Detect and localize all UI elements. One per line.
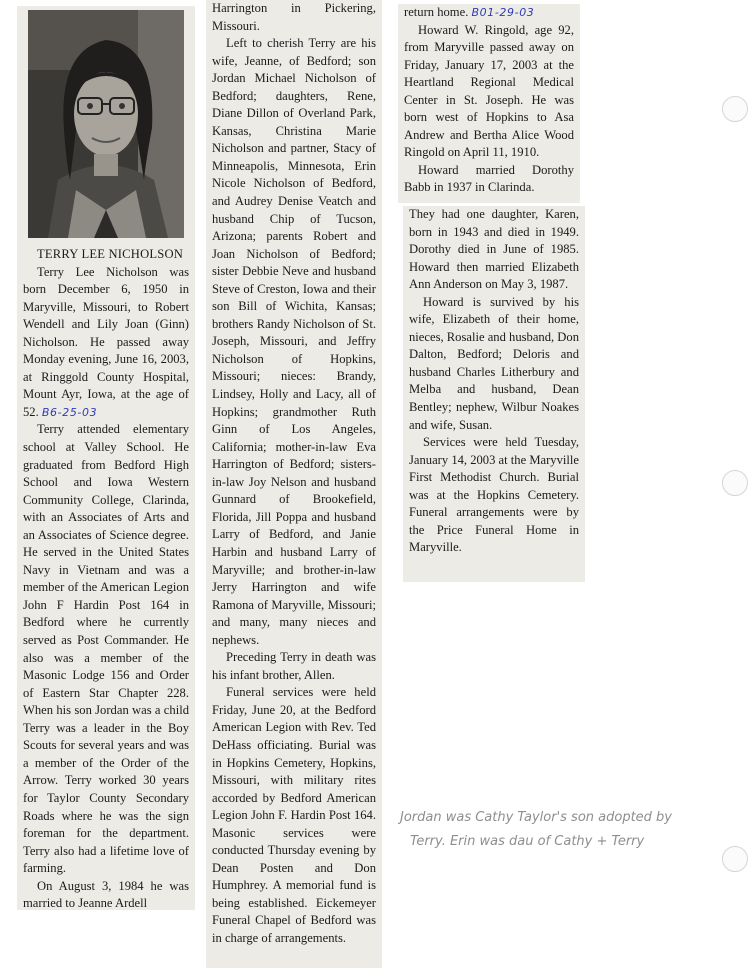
obituary-clipping-howard [398, 4, 580, 203]
portrait-photo [28, 10, 184, 238]
binder-hole [722, 846, 748, 872]
obituary-clipping-terry [17, 6, 195, 910]
handwritten-note-line: Terry. Erin was dau of Cathy + Terry [410, 834, 645, 849]
handwritten-note [400, 806, 730, 854]
handwritten-date: B01-29-03 [471, 6, 535, 19]
obituary-paragraph [404, 4, 574, 22]
handwritten-note-line: Jordan was Cathy Taylor's son adopted by [400, 810, 673, 825]
obituary-paragraph: They had one daughter, Karen, born in 1943 and died in 1949. Dorothy died in June of 1985. Howard then married Elizabeth Ann Anderson on May 3, 1987. [409, 207, 579, 292]
obituary-paragraph [23, 264, 189, 422]
obituary-paragraph: Preceding Terry in death was his infant brother, Allen. [212, 650, 376, 682]
obituary-paragraph: Services were held Tuesday, January 14, 2003 at the Maryville First Methodist Church. Burial was at the Hopkins Cemetery. Funeral arrangements were by the Price Funeral Home in Maryville. [409, 435, 579, 555]
obituary-text: return home. [404, 5, 469, 19]
obituary-clipping-terry-continued [206, 0, 382, 968]
obituary-paragraph: Howard is survived by his wife, Elizabeth of their home, nieces, Rosalie and husband, Don Dalton, Bedford; Deloris and husband Charles Litherbury and Melba and husband, Dean Bentley; nephew, Wilbur Noakes and wife, Susan. [409, 294, 579, 432]
obituary-headline: TERRY LEE NICHOLSON [37, 247, 184, 261]
obituary-text: Terry Lee Nicholson was born December 6, 1950 in Maryville, Missouri, to Robert Wendell and Lily Joan (Ginn) Nicholson. He passed away Monday evening, June 16, 2003, at Ringgold County Hospital, Mount Ayr, Iowa, at the age of 52. [23, 264, 189, 419]
binder-hole [722, 470, 748, 496]
obituary-paragraph: Harrington in Pickering, Missouri. [212, 1, 376, 33]
obituary-paragraph: Left to cherish Terry are his wife, Jeanne, of Bedford; son Jordan Michael Nicholson of Bedford; daughters, Rene, Diane Dillon of Overland Park, Kansas, Christina Marie Nicholson and partner, Stacy of Minneapolis, Minnesota, Erin Nicole Nicholson of Bedford, and Audrey Denise Veatch and husband Chip of Tucson, Arizona; parents Robert and Joan Nicholson of Bedford; sister Debbie Neve and husband Steve of Creston, Iowa and their son Bill of Wichita, Kansas; brothers Randy Nicholson of St. Joseph, Missouri, and Jeffry Nicholson of Hopkins, Missouri; nieces: Brandy, Lindsey, Holly and Lacy, all of Hopkins; grandmother Ruth Ginn of Los Angeles, California; mother-in-law Eva Harrington of Bedford; sisters-in-law Joy Nelson and husband Gunnard of Brookefield, Florida, Jill Poppa and husband Larry of Bedford, and Janie Harbin and husband Larry of Maryville; and brother-in-law Jerry Harrington and wife Ramona of Maryville, Missouri; and many, many nieces and nephews. [212, 36, 376, 647]
obituary-paragraph: Howard W. Ringold, age 92, from Maryville passed away on Friday, January 17, 2003 at the Heartland Regional Medical Center in St. Joseph. He was born west of Hopkins to Asa Andrew and Bertha Alice Wood Ringold on April 11, 1910. [404, 22, 574, 160]
obituary-paragraph: On August 3, 1984 he was married to Jeanne Ardell [23, 878, 189, 911]
obituary-paragraph: Funeral services were held Friday, June 20, at the Bedford American Legion with Rev. Ted DeHass officiating. Burial was in Hopkins Cemetery, Hopkins, Missouri, with military rites accorded by Bedford American Legion John F. Hardin Post 164. Masonic services were conducted Thursday evening by Dean Posten and Don Humphrey. A memorial fund is being established. Eickemeyer Funeral Chapel of Bedford was in charge of arrangements. [212, 685, 376, 945]
handwritten-date: B6-25-03 [41, 405, 98, 419]
obituary-paragraph: Terry attended elementary school at Valley School. He graduated from Bedford High School and Iowa Western Community College, Clarinda, with an Associates of Arts and an Associates of Science degree. He served in the United States Navy in Vietnam and was a member of the American Legion John F Hardin Post 164 in Bedford where he currently served as Post Commander. He also was a member of the Masonic Lodge 156 and Order of Eastern Star Chapter 228. When his son Jordan was a child Terry was a leader in the Boy Scouts for several years and was a member of the Order of the Arrow. Terry worked 30 years for Taylor County Secondary Roads where he was the sign foreman for the department. Terry also had a lifetime love of farming. [23, 422, 189, 876]
binder-hole [722, 96, 748, 122]
portrait-photo-image [28, 10, 184, 238]
obituary-clipping-howard-continued [403, 206, 585, 582]
obituary-paragraph: Howard married Dorothy Babb in 1937 in Clarinda. [404, 162, 574, 195]
